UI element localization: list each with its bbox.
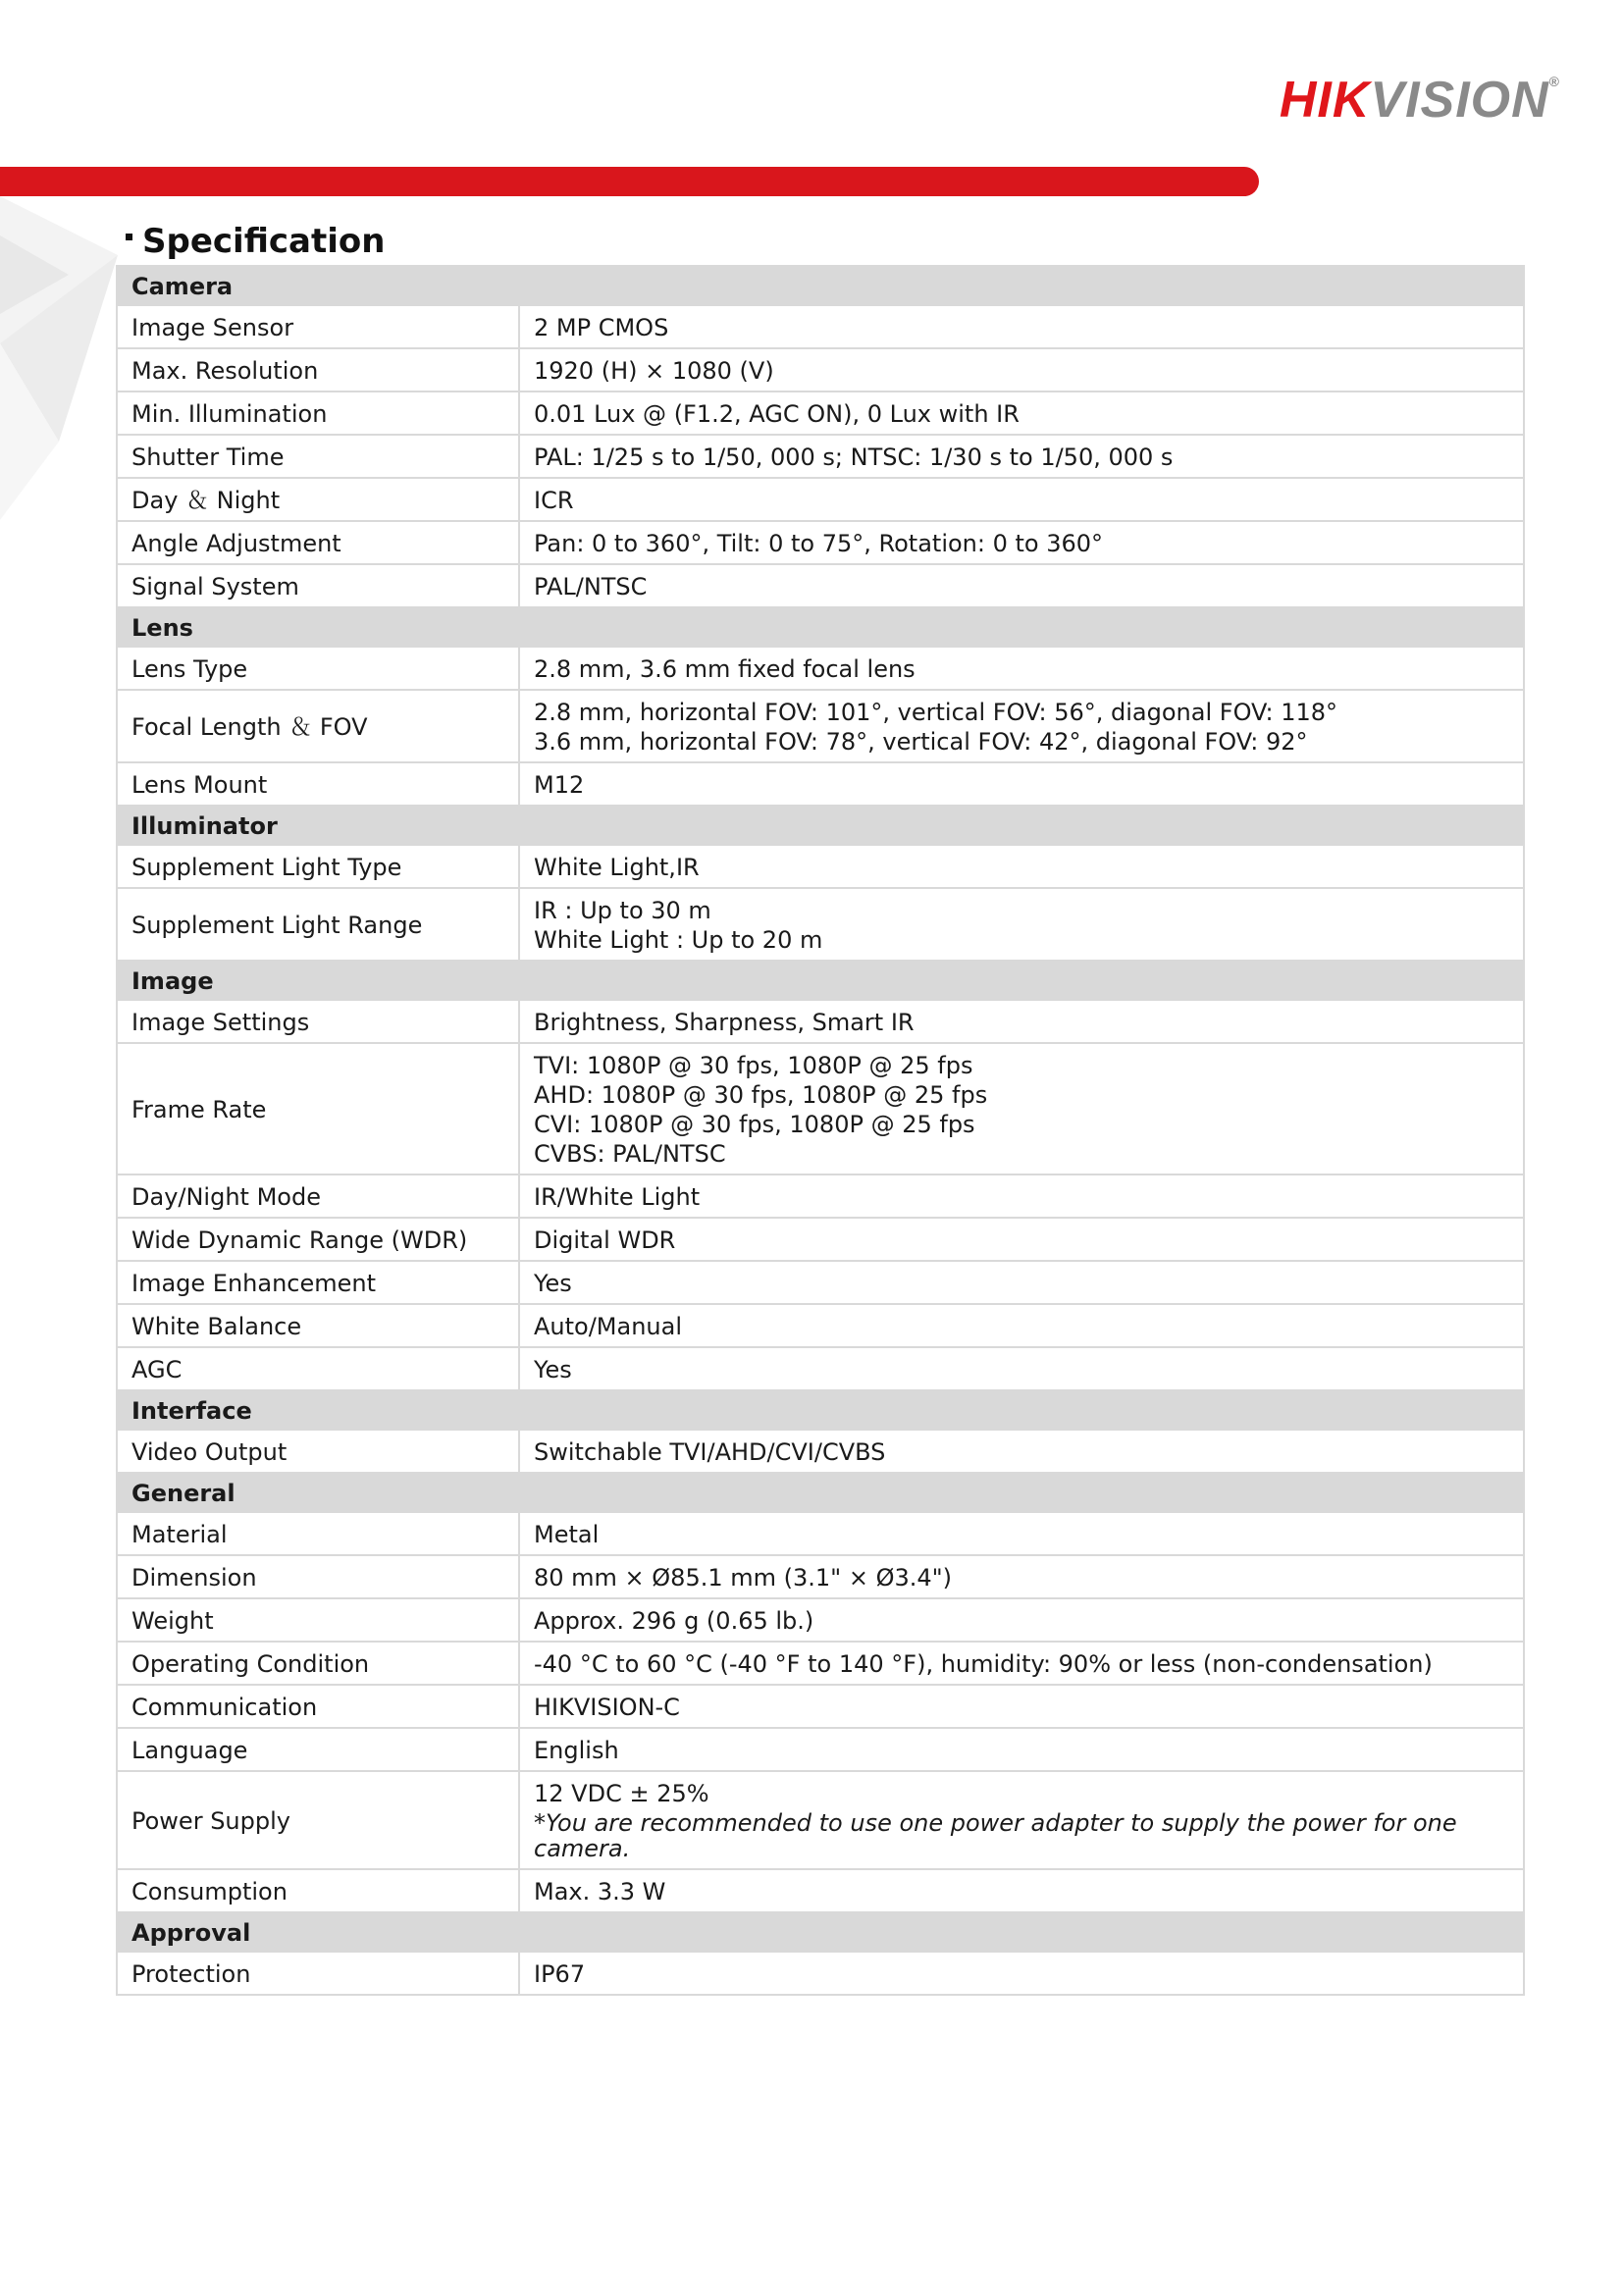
spec-label: Wide Dynamic Range (WDR) xyxy=(117,1218,519,1261)
spec-label: Signal System xyxy=(117,564,519,607)
section-title: Camera xyxy=(117,266,519,305)
spec-value xyxy=(519,845,1524,888)
spec-value-line: CVBS: PAL/NTSC xyxy=(534,1140,726,1168)
spec-label: Protection xyxy=(117,1952,519,1995)
spec-value xyxy=(519,1598,1524,1642)
spec-row xyxy=(117,1512,1524,1555)
spec-value xyxy=(519,1685,1524,1728)
spec-label: Operating Condition xyxy=(117,1642,519,1685)
spec-row xyxy=(117,1728,1524,1771)
spec-value xyxy=(519,564,1524,607)
section-title: General xyxy=(117,1473,519,1512)
spec-value xyxy=(519,1512,1524,1555)
spec-row xyxy=(117,1304,1524,1347)
section-title: Lens xyxy=(117,607,519,647)
spec-label: Focal Length ＆ FOV xyxy=(117,690,519,762)
hikvision-logo xyxy=(1279,72,1560,129)
spec-value xyxy=(519,1642,1524,1685)
spec-row xyxy=(117,1685,1524,1728)
spec-value xyxy=(519,647,1524,690)
section-title: Interface xyxy=(117,1390,519,1430)
spec-value xyxy=(519,1304,1524,1347)
spec-value xyxy=(519,1869,1524,1912)
spec-row xyxy=(117,1430,1524,1473)
spec-label: Min. Illumination xyxy=(117,391,519,435)
section-header-row xyxy=(117,266,1524,305)
spec-value-line: Metal xyxy=(534,1521,600,1548)
section-header-fill xyxy=(519,266,1524,305)
spec-value-line: IR : Up to 30 m xyxy=(534,897,711,924)
spec-value-line: Max. 3.3 W xyxy=(534,1878,666,1905)
spec-row xyxy=(117,1869,1524,1912)
spec-value xyxy=(519,888,1524,961)
spec-value-line: 2.8 mm, 3.6 mm fixed focal lens xyxy=(534,655,916,683)
spec-value xyxy=(519,348,1524,391)
spec-row xyxy=(117,1174,1524,1218)
spec-value-line: Auto/Manual xyxy=(534,1313,683,1340)
spec-value xyxy=(519,521,1524,564)
spec-value-line: 0.01 Lux @ (F1.2, AGC ON), 0 Lux with IR xyxy=(534,400,1020,428)
spec-row xyxy=(117,305,1524,348)
spec-label: Day ＆ Night xyxy=(117,478,519,521)
spec-label: Power Supply xyxy=(117,1771,519,1869)
spec-value xyxy=(519,1347,1524,1390)
spec-row xyxy=(117,1218,1524,1261)
spec-label: Image Settings xyxy=(117,1000,519,1043)
heading-bullet xyxy=(126,234,132,240)
specification-table xyxy=(116,265,1525,1996)
section-header-fill xyxy=(519,961,1524,1000)
spec-row xyxy=(117,1642,1524,1685)
spec-value xyxy=(519,1728,1524,1771)
spec-value-line: Yes xyxy=(534,1270,572,1297)
section-title: Illuminator xyxy=(117,806,519,845)
decorative-facets xyxy=(0,196,128,530)
spec-value-line: TVI: 1080P @ 30 fps, 1080P @ 25 fps xyxy=(534,1052,973,1079)
section-header-row xyxy=(117,1473,1524,1512)
spec-row xyxy=(117,762,1524,806)
spec-value-line: Approx. 296 g (0.65 lb.) xyxy=(534,1607,814,1635)
section-title: Approval xyxy=(117,1912,519,1952)
page-heading xyxy=(126,222,385,261)
spec-row xyxy=(117,1043,1524,1174)
spec-value xyxy=(519,1218,1524,1261)
spec-value-line: IR/White Light xyxy=(534,1183,701,1211)
spec-label: Lens Type xyxy=(117,647,519,690)
section-title: Image xyxy=(117,961,519,1000)
spec-value-line: ICR xyxy=(534,487,574,514)
spec-label: Angle Adjustment xyxy=(117,521,519,564)
spec-value xyxy=(519,1555,1524,1598)
spec-value-line: 1920 (H) × 1080 (V) xyxy=(534,357,774,385)
spec-row xyxy=(117,1598,1524,1642)
spec-row xyxy=(117,348,1524,391)
spec-label: Lens Mount xyxy=(117,762,519,806)
section-header-row xyxy=(117,1390,1524,1430)
spec-row xyxy=(117,1771,1524,1869)
section-header-fill xyxy=(519,806,1524,845)
spec-value-line: HIKVISION-C xyxy=(534,1694,680,1721)
spec-value-line: 2.8 mm, horizontal FOV: 101°, vertical FOV: 56°, diagonal FOV: 118° xyxy=(534,699,1338,726)
spec-value xyxy=(519,690,1524,762)
spec-value xyxy=(519,391,1524,435)
spec-label: Video Output xyxy=(117,1430,519,1473)
spec-value-line: 80 mm × Ø85.1 mm (3.1" × Ø3.4") xyxy=(534,1564,953,1592)
spec-value-line: -40 °C to 60 °C (-40 °F to 140 °F), humidity: 90% or less (non-condensation) xyxy=(534,1650,1433,1678)
spec-note: *You are recommended to use one power adapter to supply the power for one camera. xyxy=(534,1809,1457,1862)
spec-label: Communication xyxy=(117,1685,519,1728)
spec-row xyxy=(117,888,1524,961)
spec-row xyxy=(117,391,1524,435)
spec-value-line: Yes xyxy=(534,1356,572,1383)
header-red-bar xyxy=(0,167,1259,196)
spec-row xyxy=(117,478,1524,521)
spec-value-line: 12 VDC ± 25% xyxy=(534,1780,709,1807)
spec-row xyxy=(117,690,1524,762)
spec-value xyxy=(519,762,1524,806)
heading-text: Specification xyxy=(142,222,386,261)
spec-label: AGC xyxy=(117,1347,519,1390)
section-header-row xyxy=(117,961,1524,1000)
logo-part-hik: HIK xyxy=(1279,72,1371,129)
spec-label: Language xyxy=(117,1728,519,1771)
spec-label: Supplement Light Range xyxy=(117,888,519,961)
spec-label: Shutter Time xyxy=(117,435,519,478)
spec-value xyxy=(519,435,1524,478)
spec-label: Weight xyxy=(117,1598,519,1642)
spec-label: Image Sensor xyxy=(117,305,519,348)
spec-label: Material xyxy=(117,1512,519,1555)
spec-row xyxy=(117,845,1524,888)
spec-value xyxy=(519,1174,1524,1218)
spec-value-line: White Light : Up to 20 m xyxy=(534,926,823,954)
logo-part-vision: VISION xyxy=(1370,72,1549,129)
spec-value-line: PAL/NTSC xyxy=(534,573,648,600)
spec-value xyxy=(519,1000,1524,1043)
spec-value xyxy=(519,478,1524,521)
registered-mark: ® xyxy=(1548,74,1560,89)
spec-value xyxy=(519,1771,1524,1869)
section-header-fill xyxy=(519,1473,1524,1512)
spec-row xyxy=(117,1000,1524,1043)
spec-label: Frame Rate xyxy=(117,1043,519,1174)
spec-value xyxy=(519,1430,1524,1473)
spec-value-line: 3.6 mm, horizontal FOV: 78°, vertical FOV: 42°, diagonal FOV: 92° xyxy=(534,728,1308,756)
spec-label: Day/Night Mode xyxy=(117,1174,519,1218)
spec-label: Consumption xyxy=(117,1869,519,1912)
spec-value-line: CVI: 1080P @ 30 fps, 1080P @ 25 fps xyxy=(534,1111,975,1138)
spec-value-line: M12 xyxy=(534,771,585,799)
spec-value xyxy=(519,1952,1524,1995)
spec-value xyxy=(519,305,1524,348)
spec-value-line: AHD: 1080P @ 30 fps, 1080P @ 25 fps xyxy=(534,1081,988,1109)
section-header-row xyxy=(117,607,1524,647)
spec-label: Max. Resolution xyxy=(117,348,519,391)
spec-row xyxy=(117,564,1524,607)
spec-label: White Balance xyxy=(117,1304,519,1347)
spec-value-line: Digital WDR xyxy=(534,1226,676,1254)
spec-value-line: White Light,IR xyxy=(534,854,700,881)
spec-value-line: Pan: 0 to 360°, Tilt: 0 to 75°, Rotation: 0 to 360° xyxy=(534,530,1104,557)
spec-label: Supplement Light Type xyxy=(117,845,519,888)
spec-row xyxy=(117,1261,1524,1304)
spec-value-line: Brightness, Sharpness, Smart IR xyxy=(534,1009,915,1036)
spec-label: Image Enhancement xyxy=(117,1261,519,1304)
spec-value-line: IP67 xyxy=(534,1960,586,1988)
section-header-fill xyxy=(519,607,1524,647)
section-header-fill xyxy=(519,1912,1524,1952)
spec-value xyxy=(519,1043,1524,1174)
spec-label: Dimension xyxy=(117,1555,519,1598)
spec-row xyxy=(117,1555,1524,1598)
section-header-row xyxy=(117,1912,1524,1952)
spec-value xyxy=(519,1261,1524,1304)
spec-row xyxy=(117,521,1524,564)
section-header-row xyxy=(117,806,1524,845)
spec-row xyxy=(117,647,1524,690)
spec-value-line: PAL: 1/25 s to 1/50, 000 s; NTSC: 1/30 s to 1/50, 000 s xyxy=(534,444,1174,471)
spec-row xyxy=(117,435,1524,478)
spec-row xyxy=(117,1347,1524,1390)
spec-row xyxy=(117,1952,1524,1995)
spec-value-line: 2 MP CMOS xyxy=(534,314,669,341)
spec-value-line: English xyxy=(534,1737,619,1764)
section-header-fill xyxy=(519,1390,1524,1430)
spec-value-line: Switchable TVI/AHD/CVI/CVBS xyxy=(534,1438,886,1466)
